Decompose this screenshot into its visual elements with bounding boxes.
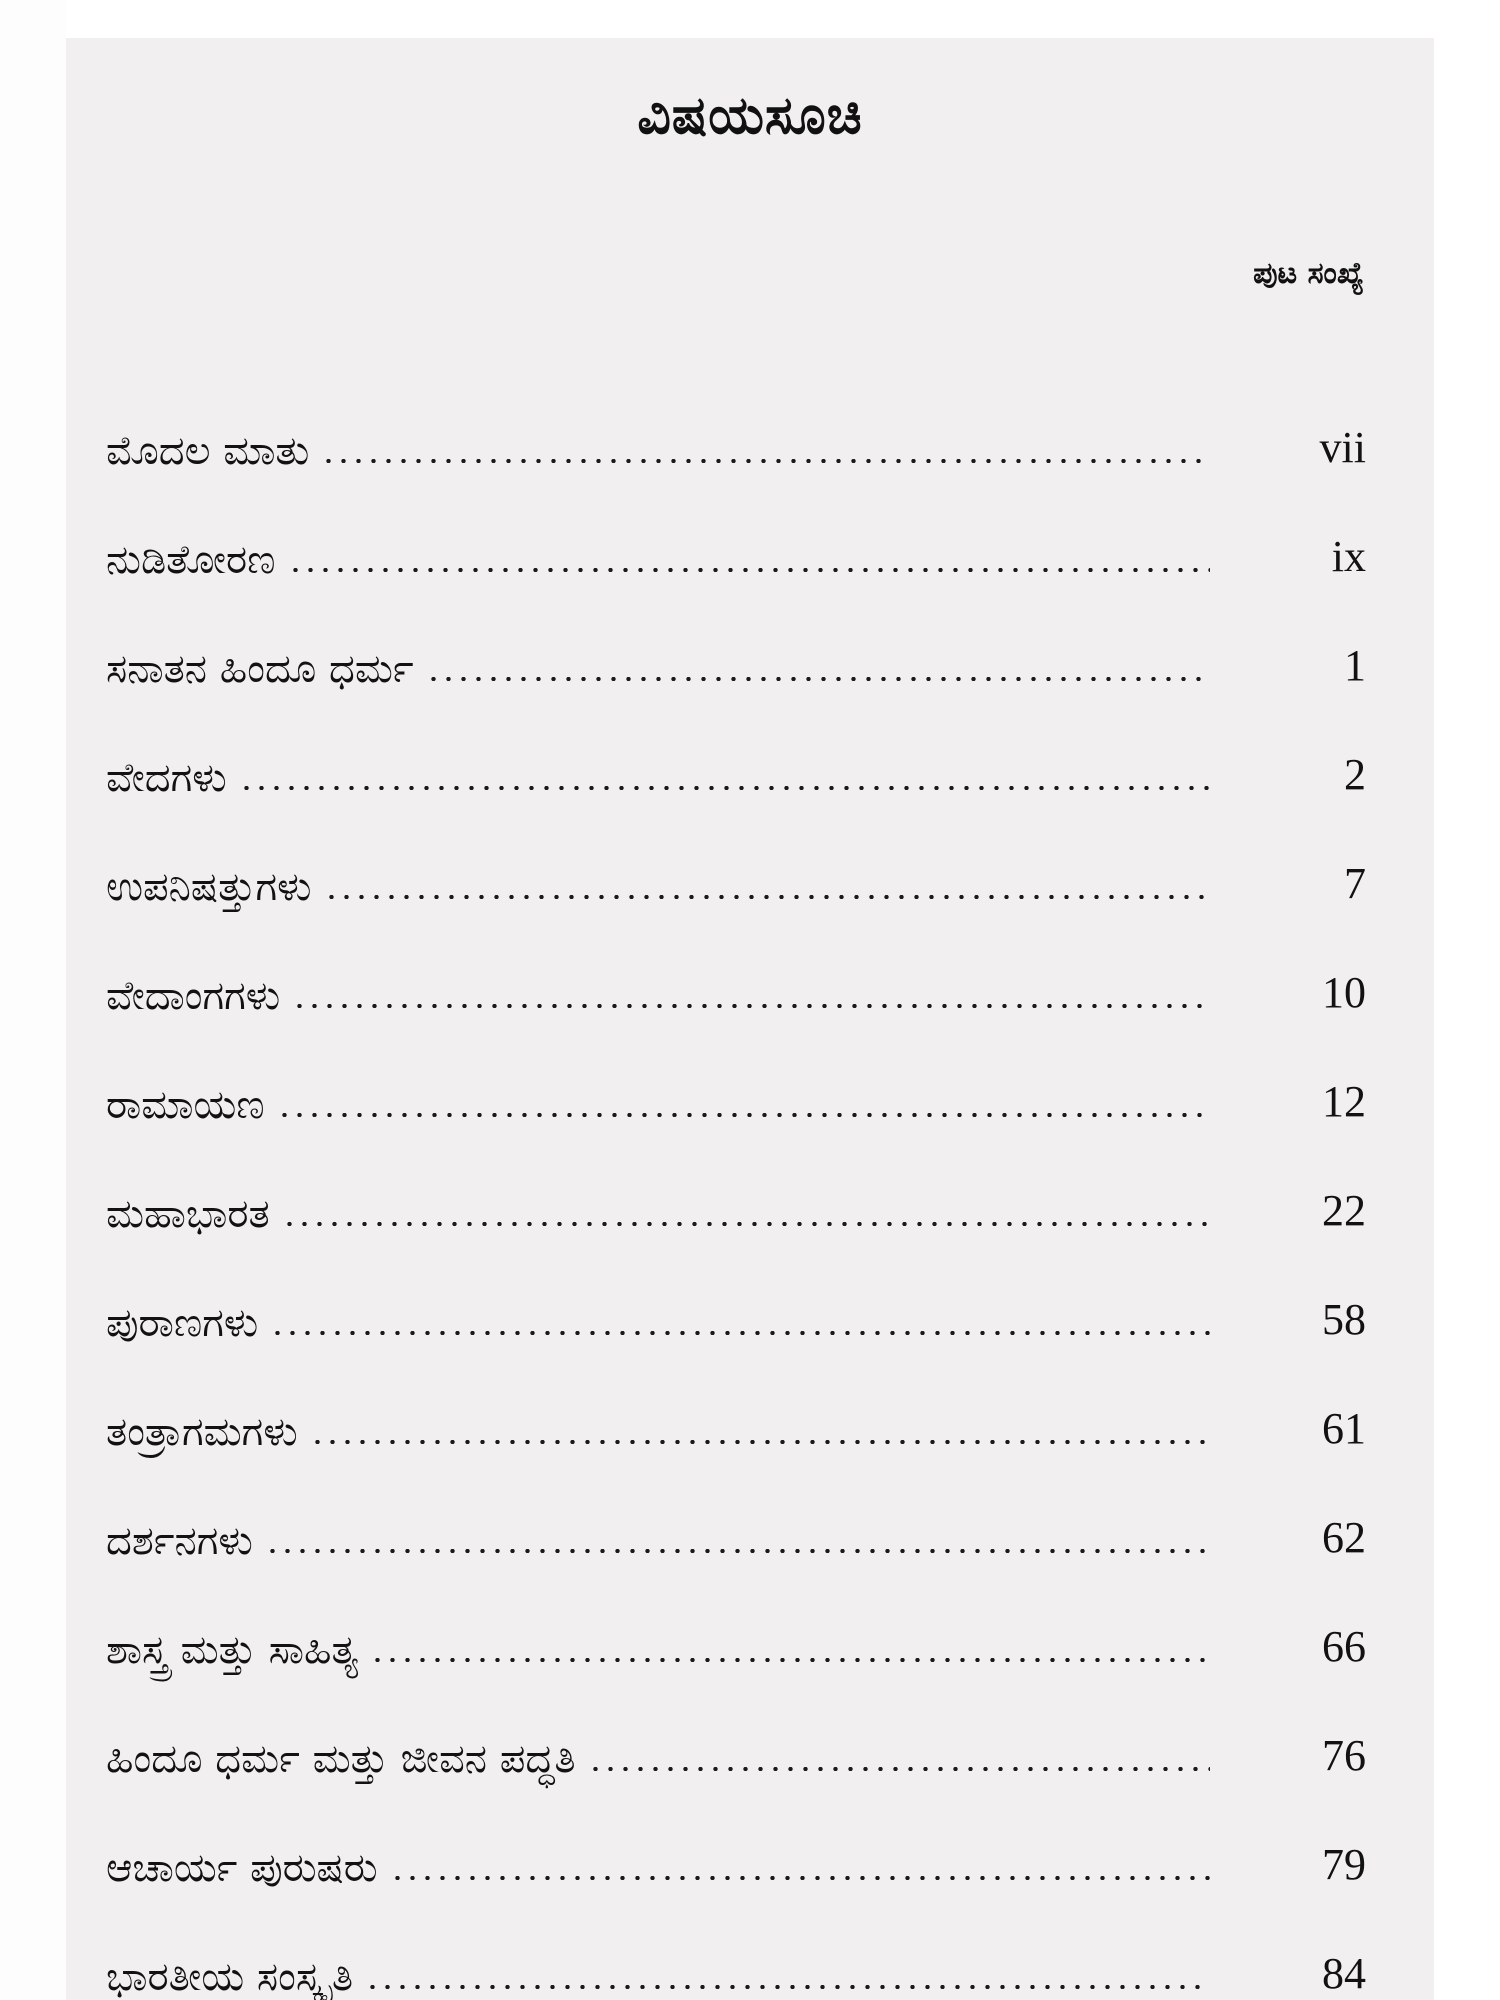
toc-entry [106, 1783, 1406, 1892]
toc-entry-page: 66 [1322, 1622, 1366, 1672]
toc-entry-title: ವೇದಾಂಗಗಳು [106, 973, 281, 1019]
dot-leader [370, 1658, 1210, 1662]
toc-entry-page: 62 [1322, 1513, 1366, 1563]
toc-entry [106, 1565, 1406, 1674]
toc-entry-page: ix [1331, 532, 1366, 582]
toc-entry-page: 58 [1322, 1295, 1366, 1345]
toc-entry-page: 84 [1322, 1949, 1366, 1999]
toc-entry-title: ಪುರಾಣಗಳು [106, 1300, 259, 1346]
toc-entry [106, 1020, 1406, 1129]
dot-leader [365, 1985, 1210, 1989]
dot-leader [277, 1113, 1210, 1117]
toc-entry-title: ಮಹಾಭಾರತ [106, 1191, 270, 1237]
toc-entry [106, 1129, 1406, 1238]
toc-entry-page: 12 [1322, 1077, 1366, 1127]
toc-entry-title: ಆಚಾರ್ಯ ಪುರುಷರು [106, 1845, 378, 1891]
toc-entry-title: ತಂತ್ರಾಗಮಗಳು [106, 1409, 298, 1455]
toc-entry [106, 475, 1406, 584]
page-number-column-header: ಪುಟ ಸಂಖ್ಯೆ [1253, 256, 1364, 291]
toc-entry [106, 584, 1406, 693]
toc-entry-title: ರಾಮಾಯಣ [106, 1082, 265, 1128]
toc-entry-title: ಸನಾತನ ಹಿಂದೂ ಧರ್ಮ [106, 646, 414, 692]
toc-entry-page: 1 [1344, 641, 1366, 691]
dot-leader [292, 1004, 1210, 1008]
toc-entry-title: ಭಾರತೀಯ ಸಂಸ್ಕೃತಿ [106, 1954, 354, 2000]
toc-entry-page: 2 [1344, 750, 1366, 800]
toc-entry-title: ಉಪನಿಷತ್ತುಗಳು [106, 864, 312, 910]
toc-entry-title: ಶಾಸ್ತ್ರ ಮತ್ತು ಸಾಹಿತ್ಯ [106, 1627, 359, 1673]
toc-entry-title: ಹಿಂದೂ ಧರ್ಮ ಮತ್ತು ಜೀವನ ಪದ್ಧತಿ [106, 1736, 576, 1782]
toc-entry-page: 10 [1322, 968, 1366, 1018]
toc-entry-title: ನುಡಿತೋರಣ [106, 537, 276, 583]
toc-entry [106, 802, 1406, 911]
dot-leader [239, 786, 1210, 790]
toc-entry [106, 1674, 1406, 1783]
dot-leader [321, 459, 1210, 463]
dot-leader [390, 1876, 1210, 1880]
toc-entry [106, 1892, 1406, 2000]
toc-entry [106, 911, 1406, 1020]
toc-entry-page: 61 [1322, 1404, 1366, 1454]
dot-leader [265, 1549, 1210, 1553]
toc-entry [106, 1347, 1406, 1456]
toc-entry-page: vii [1319, 423, 1366, 473]
dot-leader [588, 1767, 1210, 1771]
dot-leader [310, 1440, 1210, 1444]
page-title: ವಿಷಯಸೂಚಿ [637, 86, 863, 146]
toc-entry-page: 76 [1322, 1731, 1366, 1781]
toc-entry [106, 693, 1406, 802]
page-margin [0, 0, 66, 2000]
toc-entry [106, 366, 1406, 475]
toc-entry-page: 7 [1344, 859, 1366, 909]
dot-leader [324, 895, 1210, 899]
book-page [66, 38, 1434, 2000]
toc-entry-title: ಮೊದಲ ಮಾತು [106, 428, 310, 474]
dot-leader [426, 677, 1210, 681]
toc-entry-page: 79 [1322, 1840, 1366, 1890]
toc-entry-page: 22 [1322, 1186, 1366, 1236]
toc-entry [106, 1456, 1406, 1565]
dot-leader [270, 1331, 1210, 1335]
table-of-contents [106, 366, 1406, 2000]
toc-entry-title: ದರ್ಶನಗಳು [106, 1518, 253, 1564]
toc-entry-title: ವೇದಗಳು [106, 755, 227, 801]
toc-entry [106, 1238, 1406, 1347]
dot-leader [288, 568, 1210, 572]
dot-leader [282, 1222, 1210, 1226]
